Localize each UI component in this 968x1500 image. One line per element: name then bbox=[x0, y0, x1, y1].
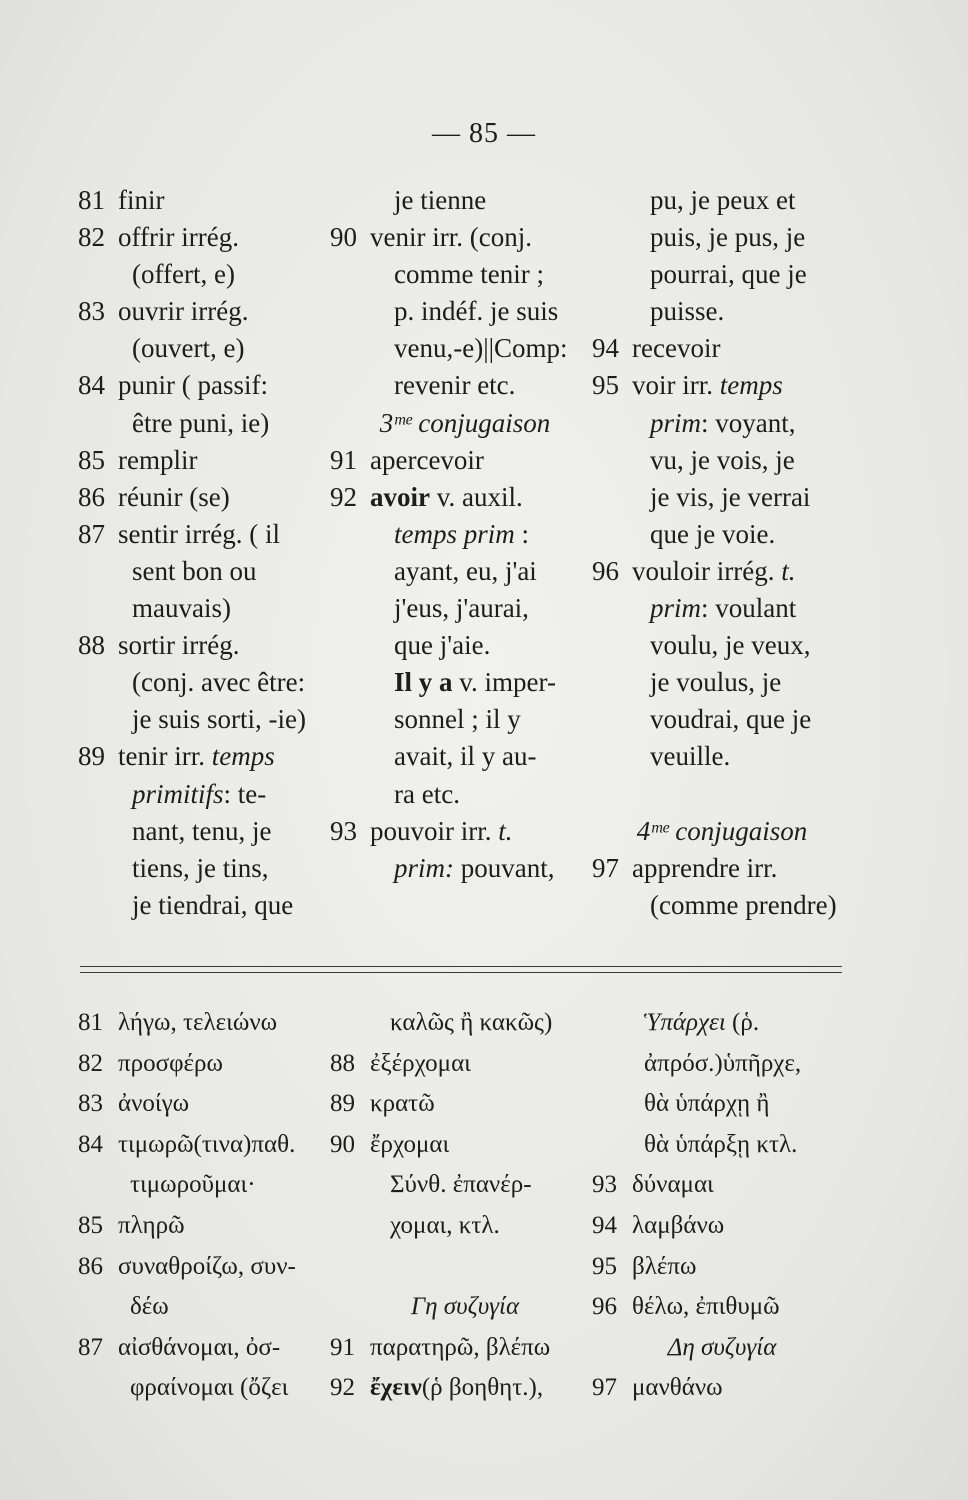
entry-line bbox=[592, 1206, 852, 1247]
entry-text: φραίνομαι (ὄζει bbox=[130, 1374, 289, 1402]
entry-text: revenir etc. bbox=[394, 370, 516, 401]
entry-number: 84 bbox=[78, 370, 105, 401]
entry-text: offrir irrég. bbox=[118, 222, 239, 253]
french-column-3 bbox=[592, 182, 852, 924]
entry-text: (conj. avec être: bbox=[132, 667, 306, 698]
entry-line bbox=[78, 516, 338, 553]
entry-line bbox=[592, 1044, 852, 1085]
entry-number: 87 bbox=[78, 1333, 103, 1361]
entry-line bbox=[78, 182, 338, 219]
entry-text: μανθάνω bbox=[632, 1374, 723, 1402]
entry-line bbox=[78, 442, 338, 479]
entry-line bbox=[592, 1287, 852, 1328]
entry-italic-term: temps prim bbox=[394, 518, 515, 549]
entry-line bbox=[78, 1328, 338, 1369]
entry-text: δέω bbox=[130, 1293, 169, 1321]
entry-text: : voyant, bbox=[701, 407, 796, 438]
entry-text: venu,-e)||Comp: bbox=[394, 333, 568, 364]
entry-text: apercevoir bbox=[370, 444, 484, 475]
conjugation-heading: Δη συζυγία bbox=[667, 1333, 777, 1361]
entry-line bbox=[330, 664, 600, 701]
entry-text: sentir irrég. ( il bbox=[118, 518, 280, 549]
entry-number: 89 bbox=[330, 1090, 355, 1118]
entry-italic-term: Ὑπάρχει bbox=[644, 1009, 726, 1036]
entry-number: 93 bbox=[592, 1171, 617, 1199]
entry-line bbox=[330, 1206, 600, 1247]
entry-number: 82 bbox=[78, 1049, 103, 1077]
entry-line bbox=[330, 553, 600, 590]
entry-line bbox=[78, 776, 338, 813]
entry-number: 91 bbox=[330, 444, 357, 475]
entry-number: 88 bbox=[330, 1049, 355, 1077]
entry-text: voir irr. bbox=[632, 370, 713, 401]
entry-line bbox=[330, 1125, 600, 1166]
entry-line bbox=[592, 664, 852, 701]
greek-column-2 bbox=[330, 1003, 600, 1409]
entry-number: 84 bbox=[78, 1130, 103, 1158]
entry-text: : bbox=[514, 518, 530, 549]
entry-line bbox=[78, 479, 338, 516]
entry-number: 94 bbox=[592, 333, 619, 364]
conjugation-heading: 3ᵐᵉ conjugaison bbox=[379, 407, 551, 438]
entry-line bbox=[330, 479, 600, 516]
entry-line bbox=[330, 293, 600, 330]
entry-line bbox=[78, 1287, 338, 1328]
entry-line bbox=[78, 850, 338, 887]
entry-text: v. imper- bbox=[452, 667, 556, 698]
entry-text: v. auxil. bbox=[430, 481, 523, 512]
entry-line bbox=[330, 516, 600, 553]
entry-text: (ouvert, e) bbox=[132, 333, 245, 364]
entry-text: (comme prendre) bbox=[650, 889, 837, 920]
entry-line bbox=[78, 813, 338, 850]
entry-text: πληρῶ bbox=[118, 1211, 185, 1239]
entry-line bbox=[78, 1206, 338, 1247]
french-column-1 bbox=[78, 182, 338, 924]
entry-text: βλέπω bbox=[632, 1252, 697, 1280]
entry-number: 86 bbox=[78, 481, 105, 512]
entry-text: ἔρχομαι bbox=[370, 1130, 450, 1158]
entry-text: remplir bbox=[118, 444, 198, 475]
entry-text: je suis sorti, -ie) bbox=[132, 704, 306, 735]
entry-line bbox=[330, 701, 600, 738]
entry-text: θὰ ὑπάρχῃ ἢ bbox=[644, 1090, 770, 1118]
entry-line bbox=[592, 405, 852, 442]
entry-line bbox=[78, 553, 338, 590]
entry-text: συναθροίζω, συν- bbox=[118, 1252, 296, 1280]
entry-italic-term: temps bbox=[719, 370, 783, 401]
entry-line bbox=[592, 776, 852, 813]
entry-text: je tiendrai, que bbox=[132, 889, 294, 920]
entry-line bbox=[592, 367, 852, 404]
entry-text: : voulant bbox=[701, 593, 797, 624]
entry-line bbox=[592, 516, 852, 553]
entry-number: 88 bbox=[78, 630, 105, 661]
entry-text: veuille. bbox=[650, 741, 731, 772]
entry-line bbox=[78, 1247, 338, 1288]
entry-line bbox=[592, 256, 852, 293]
entry-line bbox=[592, 850, 852, 887]
entry-text: venir irr. (conj. bbox=[370, 222, 532, 253]
entry-italic-term: t. bbox=[781, 555, 796, 586]
entry-text: θὰ ὑπάρξῃ κτλ. bbox=[644, 1130, 798, 1158]
entry-number: 83 bbox=[78, 1090, 103, 1118]
entry-text: réunir (se) bbox=[118, 481, 230, 512]
greek-column-1 bbox=[78, 1003, 338, 1409]
entry-line bbox=[330, 590, 600, 627]
entry-line bbox=[592, 627, 852, 664]
entry-bold-term: ἔχειν bbox=[370, 1374, 422, 1402]
entry-italic-term: primitifs bbox=[132, 778, 224, 809]
entry-line bbox=[78, 590, 338, 627]
entry-number: 86 bbox=[78, 1252, 103, 1280]
greek-column-3 bbox=[592, 1003, 852, 1409]
entry-line bbox=[78, 293, 338, 330]
entry-italic-term: prim: bbox=[394, 852, 454, 883]
entry-number: 89 bbox=[78, 741, 105, 772]
entry-line bbox=[330, 219, 600, 256]
entry-text: j'eus, j'aurai, bbox=[394, 593, 529, 624]
section-divider-bottom bbox=[80, 972, 842, 973]
entry-text: p. indéf. je suis bbox=[394, 296, 559, 327]
entry-line bbox=[330, 1165, 600, 1206]
entry-number: 85 bbox=[78, 444, 105, 475]
entry-line bbox=[330, 330, 600, 367]
entry-text: sonnel ; il y bbox=[394, 704, 521, 735]
entry-text: nant, tenu, je bbox=[132, 815, 272, 846]
entry-text: pourrai, que je bbox=[650, 259, 807, 290]
entry-line bbox=[78, 664, 338, 701]
entry-text: κρατῶ bbox=[370, 1090, 435, 1118]
entry-line bbox=[78, 1003, 338, 1044]
conjugation-heading: Γη συζυγία bbox=[410, 1293, 520, 1321]
entry-line bbox=[330, 738, 600, 775]
entry-line bbox=[592, 442, 852, 479]
entry-text: χομαι, κτλ. bbox=[390, 1211, 500, 1239]
entry-line bbox=[78, 1044, 338, 1085]
entry-italic-term: temps bbox=[211, 741, 275, 772]
entry-number: 95 bbox=[592, 370, 619, 401]
entry-text: voulu, je veux, bbox=[650, 630, 811, 661]
entry-line bbox=[592, 219, 852, 256]
entry-line bbox=[78, 256, 338, 293]
entry-line bbox=[592, 330, 852, 367]
entry-number: 90 bbox=[330, 222, 357, 253]
entry-line bbox=[330, 1247, 600, 1288]
entry-text: pouvoir irr. bbox=[370, 815, 492, 846]
entry-text: sortir irrég. bbox=[118, 630, 240, 661]
entry-italic-term: prim bbox=[650, 407, 702, 438]
entry-line bbox=[78, 219, 338, 256]
entry-text: que je voie. bbox=[650, 518, 776, 549]
entry-line bbox=[592, 590, 852, 627]
entry-text: προσφέρω bbox=[118, 1049, 223, 1077]
entry-line bbox=[330, 182, 600, 219]
entry-number: 97 bbox=[592, 852, 619, 883]
entry-line bbox=[78, 887, 338, 924]
entry-line bbox=[592, 1368, 852, 1409]
entry-line bbox=[78, 738, 338, 775]
entry-text: être puni, ie) bbox=[132, 407, 270, 438]
entry-number: 93 bbox=[330, 815, 357, 846]
entry-text: puisse. bbox=[650, 296, 725, 327]
entry-line bbox=[330, 813, 600, 850]
conjugation-heading: 4ᵐᵉ conjugaison bbox=[636, 815, 808, 846]
entry-text: ayant, eu, j'ai bbox=[394, 555, 537, 586]
entry-line bbox=[330, 850, 600, 887]
entry-text: comme tenir ; bbox=[394, 259, 544, 290]
entry-line bbox=[78, 1125, 338, 1166]
entry-text: punir ( passif: bbox=[118, 370, 268, 401]
entry-text: ἐξέρχομαι bbox=[370, 1049, 471, 1077]
entry-number: 81 bbox=[78, 1009, 103, 1036]
entry-text: pouvant, bbox=[454, 852, 555, 883]
entry-text: λαμβάνω bbox=[632, 1211, 725, 1239]
entry-line bbox=[592, 479, 852, 516]
entry-text: : te- bbox=[223, 778, 267, 809]
entry-text: puis, je pus, je bbox=[650, 222, 806, 253]
entry-line bbox=[78, 701, 338, 738]
entry-text: que j'aie. bbox=[394, 630, 491, 661]
entry-number: 81 bbox=[78, 185, 105, 215]
entry-text: je tienne bbox=[394, 185, 487, 215]
entry-line bbox=[592, 701, 852, 738]
entry-number: 92 bbox=[330, 1374, 355, 1402]
entry-text: λήγω, τελειώνω bbox=[118, 1009, 278, 1036]
entry-text: apprendre irr. bbox=[632, 852, 778, 883]
entry-line bbox=[592, 1003, 852, 1044]
entry-line bbox=[330, 1003, 600, 1044]
entry-number: 94 bbox=[592, 1211, 617, 1239]
entry-number: 92 bbox=[330, 481, 357, 512]
entry-line bbox=[330, 1368, 600, 1409]
entry-number: 87 bbox=[78, 518, 105, 549]
entry-italic-term: t. bbox=[498, 815, 513, 846]
entry-line bbox=[592, 1125, 852, 1166]
entry-text: καλῶς ἢ κακῶς) bbox=[390, 1009, 553, 1036]
entry-text: ἀπρόσ.)ὑπῆρχε, bbox=[644, 1049, 802, 1077]
entry-line bbox=[592, 887, 852, 924]
entry-number: 97 bbox=[592, 1374, 617, 1402]
entry-line bbox=[592, 293, 852, 330]
entry-text: (offert, e) bbox=[132, 259, 235, 290]
entry-number: 96 bbox=[592, 555, 619, 586]
entry-bold-term: avoir bbox=[370, 481, 430, 512]
section-divider-top bbox=[80, 966, 842, 967]
entry-line bbox=[330, 256, 600, 293]
entry-text: παρατηρῶ, βλέπω bbox=[370, 1333, 551, 1361]
entry-line bbox=[592, 738, 852, 775]
entry-text: δύναμαι bbox=[632, 1171, 714, 1199]
entry-text: je voulus, je bbox=[650, 667, 782, 698]
entry-text: τιμωροῦμαι· bbox=[130, 1171, 256, 1199]
entry-text: ouvrir irrég. bbox=[118, 296, 249, 327]
entry-line bbox=[592, 553, 852, 590]
entry-number: 90 bbox=[330, 1130, 355, 1158]
entry-text: ra etc. bbox=[394, 778, 460, 809]
entry-line bbox=[592, 1165, 852, 1206]
entry-italic-term: prim bbox=[650, 593, 702, 624]
entry-text: recevoir bbox=[632, 333, 721, 364]
entry-number: 85 bbox=[78, 1211, 103, 1239]
page-number: — 85 — bbox=[432, 118, 536, 149]
entry-number: 96 bbox=[592, 1293, 617, 1321]
entry-text: αἰσθάνομαι, ὀσ- bbox=[118, 1333, 281, 1361]
entry-text: tenir irr. bbox=[118, 741, 205, 772]
entry-line bbox=[592, 1247, 852, 1288]
entry-text: avait, il y au- bbox=[394, 741, 537, 772]
entry-text: (ῥ. bbox=[725, 1009, 760, 1036]
entry-text: ἀνοίγω bbox=[118, 1090, 190, 1118]
entry-text: voudrai, que je bbox=[650, 704, 812, 735]
entry-text: tiens, je tins, bbox=[132, 852, 269, 883]
entry-text: mauvais) bbox=[132, 593, 231, 624]
entry-line bbox=[330, 442, 600, 479]
entry-line bbox=[78, 1368, 338, 1409]
entry-number: 82 bbox=[78, 222, 105, 253]
entry-number: 83 bbox=[78, 296, 105, 327]
entry-line bbox=[78, 405, 338, 442]
entry-line bbox=[330, 627, 600, 664]
entry-number: 95 bbox=[592, 1252, 617, 1280]
entry-line bbox=[78, 330, 338, 367]
entry-line bbox=[78, 367, 338, 404]
entry-text: vouloir irrég. bbox=[632, 555, 775, 586]
entry-line bbox=[330, 1084, 600, 1125]
entry-text: pu, je peux et bbox=[650, 185, 796, 215]
entry-line bbox=[78, 1084, 338, 1125]
entry-text: Σύνθ. ἐπανέρ- bbox=[390, 1171, 532, 1199]
entry-line bbox=[78, 627, 338, 664]
entry-text: vu, je vois, je bbox=[650, 444, 795, 475]
entry-line bbox=[592, 1084, 852, 1125]
entry-line bbox=[330, 1328, 600, 1369]
entry-bold-term: Il y a bbox=[394, 667, 453, 698]
entry-text: je vis, je verrai bbox=[650, 481, 811, 512]
entry-text: (ῥ βοηθητ.), bbox=[421, 1374, 544, 1402]
entry-text: sent bon ou bbox=[132, 555, 257, 586]
entry-line bbox=[330, 1044, 600, 1085]
entry-line bbox=[330, 367, 600, 404]
entry-text: θέλω, ἐπιθυμῶ bbox=[632, 1293, 780, 1321]
entry-text: finir bbox=[118, 185, 165, 215]
entry-line bbox=[330, 776, 600, 813]
entry-line bbox=[78, 1165, 338, 1206]
entry-line bbox=[592, 182, 852, 219]
french-column-2 bbox=[330, 182, 600, 887]
entry-number: 91 bbox=[330, 1333, 355, 1361]
entry-text: τιμωρῶ(τινα)παθ. bbox=[118, 1130, 296, 1158]
